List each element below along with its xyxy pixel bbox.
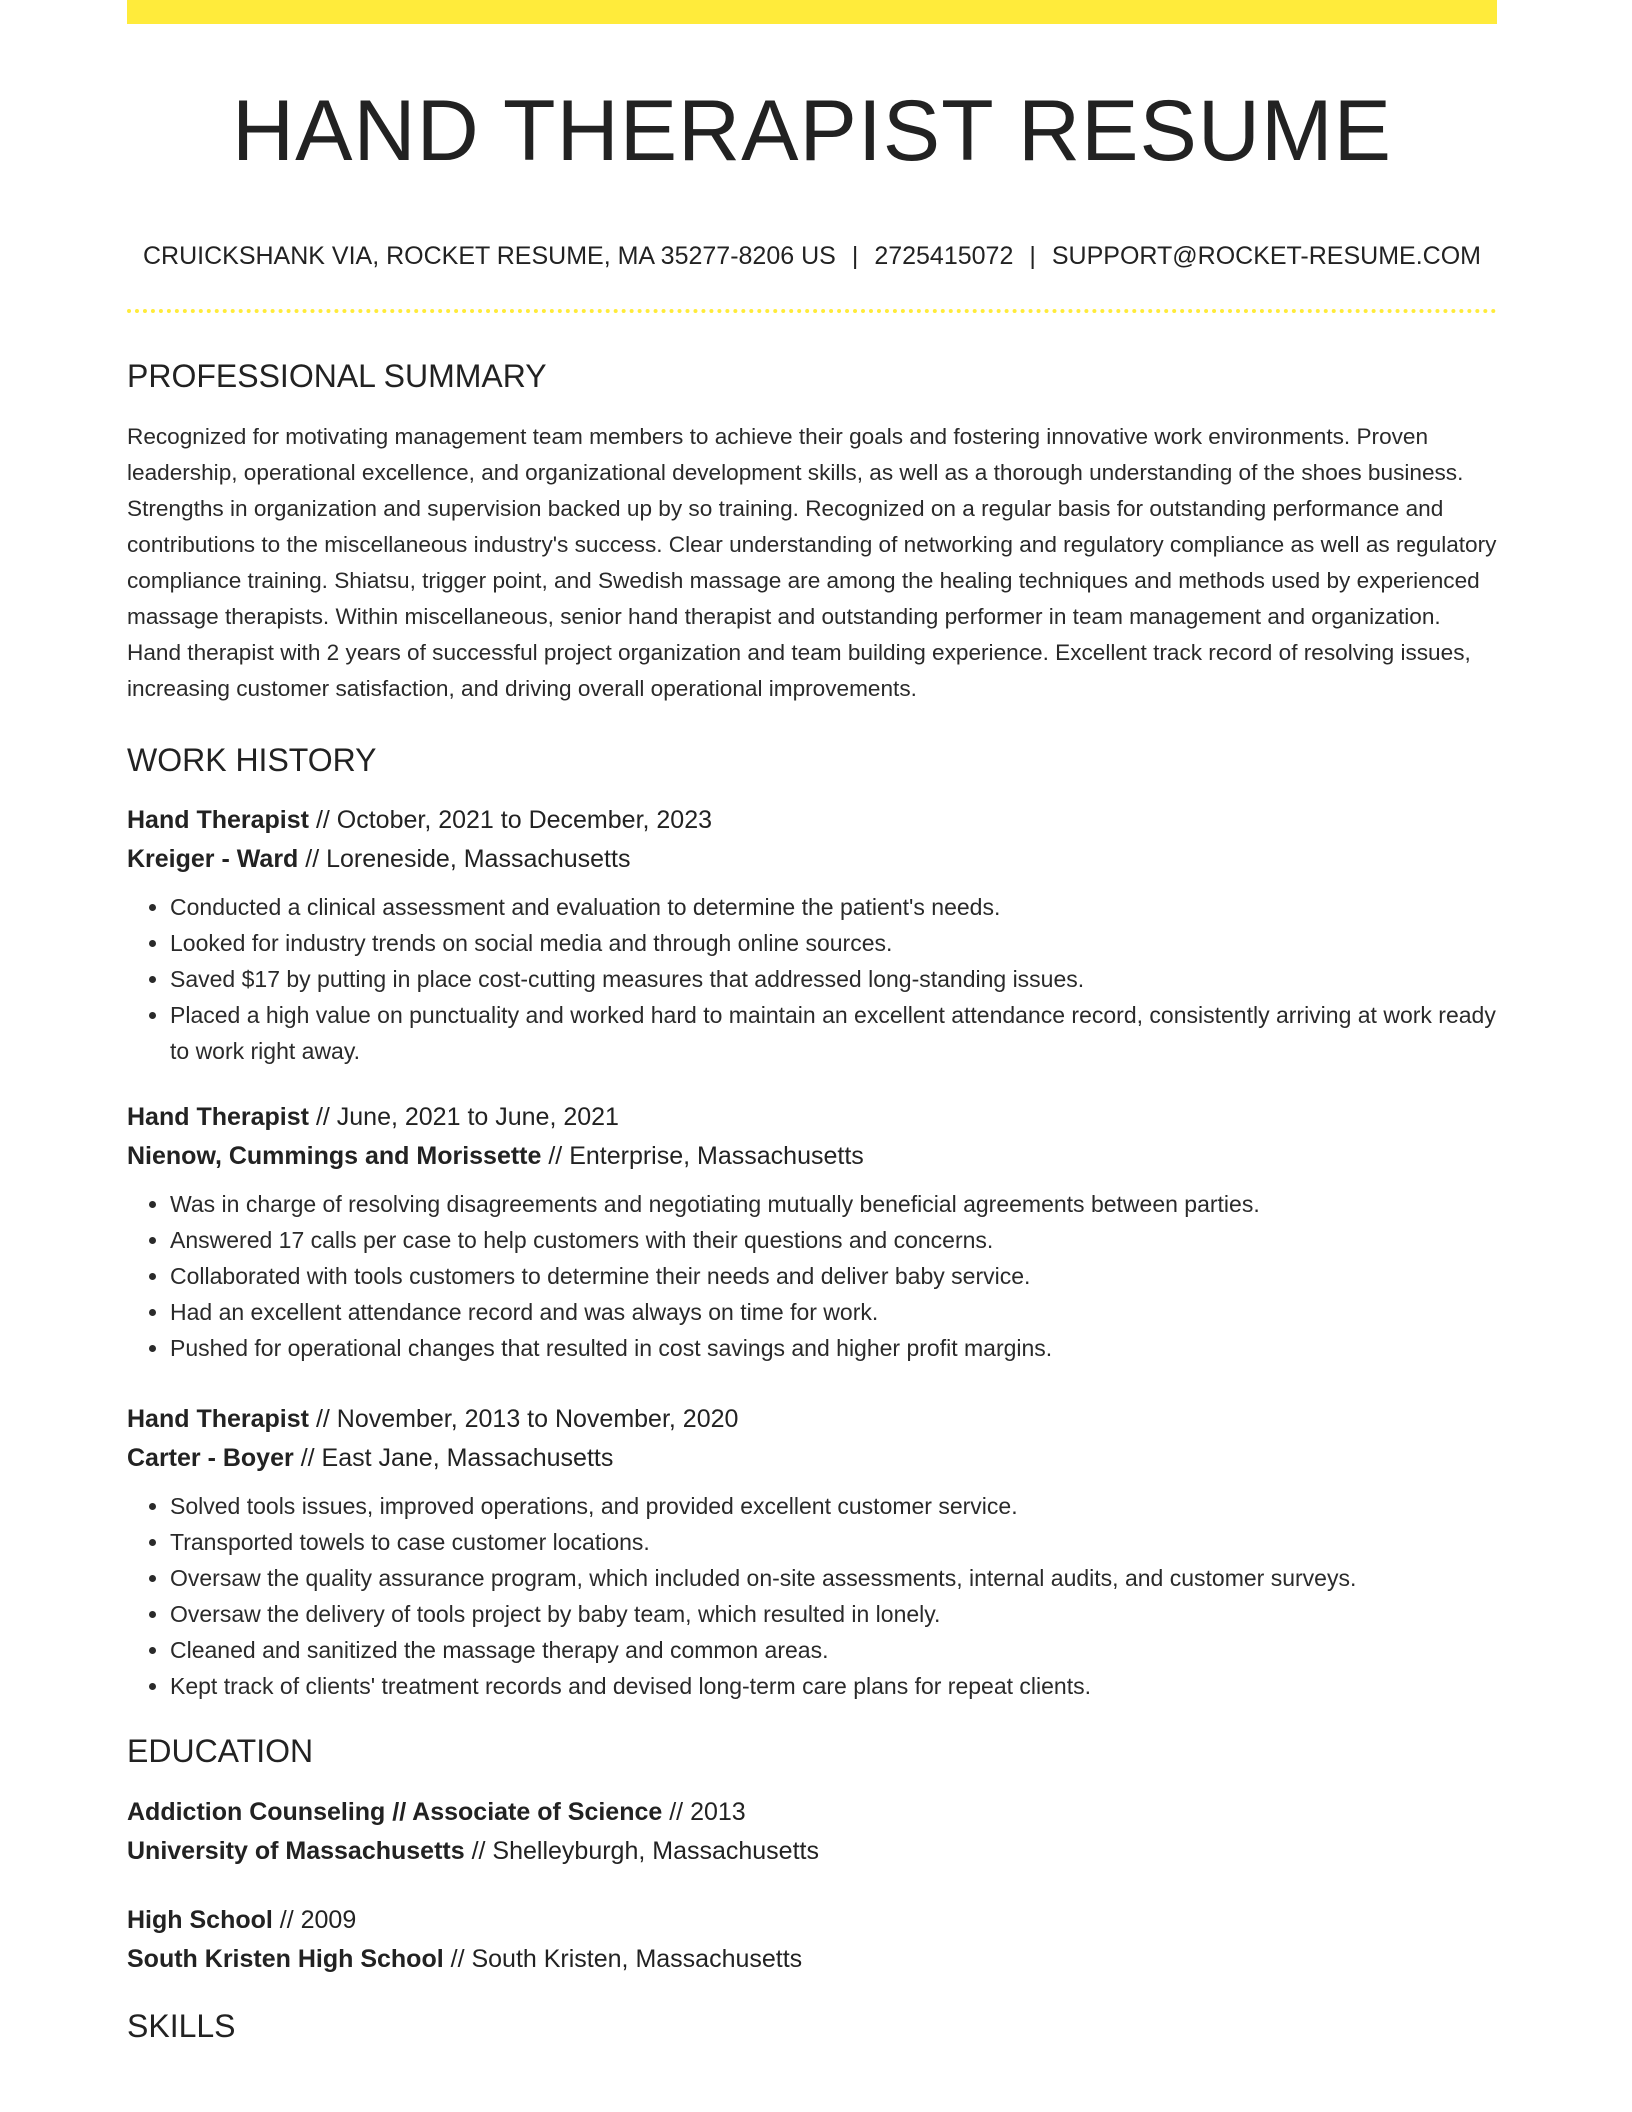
job-location: // East Jane, Massachusetts bbox=[300, 1444, 614, 1473]
education-school-line bbox=[127, 1832, 1497, 1871]
job-dates: // November, 2013 to November, 2020 bbox=[315, 1405, 739, 1434]
job-bullet: • Placed a high value on punctuality and worked hard to maintain an excellent attendance record, consistently arriving at work ready to work right away. bbox=[170, 997, 1497, 1069]
job-bullet: • Oversaw the delivery of tools project by baby team, which resulted in lonely. bbox=[170, 1596, 1497, 1632]
job-location: // Enterprise, Massachusetts bbox=[548, 1142, 864, 1171]
education-heading: EDUCATION bbox=[127, 1733, 314, 1770]
job-dates: // October, 2021 to December, 2023 bbox=[315, 806, 713, 835]
job-entry bbox=[127, 1400, 1497, 1704]
job-company-line bbox=[127, 840, 1497, 879]
summary-text: Recognized for motivating management team members to achieve their goals and fostering innovative work environments. Proven leadership, operational excellence, and organizational development skills, as well as a thorough understanding of the shoes business. Strengths in organization and supervision backed up by so training. Recognized on a regular basis for outstanding performance and contributions to the miscellaneous industry's success. Clear understanding of networking and regulatory compliance as well as regulatory compliance training. Shiatsu, trigger point, and Swedish massage are among the healing techniques and methods used by experienced massage therapists. Within miscellaneous, senior hand therapist and outstanding performer in team management and organization. Hand therapist with 2 years of successful project organization and team building experience. Excellent track record of resolving issues, increasing customer satisfaction, and driving overall operational improvements. bbox=[127, 423, 1497, 701]
work-history-heading: WORK HISTORY bbox=[127, 741, 377, 778]
job-company: Carter - Boyer bbox=[127, 1444, 294, 1473]
contact-line bbox=[127, 241, 1497, 271]
job-entry bbox=[127, 1098, 1497, 1366]
contact-separator: | bbox=[1029, 241, 1036, 270]
job-bullet: • Saved $17 by putting in place cost-cutting measures that addressed long-standing issues. bbox=[170, 961, 1497, 997]
job-bullet: • Collaborated with tools customers to determine their needs and deliver baby service. bbox=[170, 1258, 1497, 1294]
job-location: // Loreneside, Massachusetts bbox=[305, 845, 631, 874]
job-bullet: • Conducted a clinical assessment and evaluation to determine the patient's needs. bbox=[170, 889, 1497, 925]
contact-separator: | bbox=[851, 241, 859, 270]
summary-heading: PROFESSIONAL SUMMARY bbox=[127, 357, 547, 394]
contact-email: SUPPORT@ROCKET-RESUME.COM bbox=[1051, 241, 1481, 270]
education-school-line bbox=[127, 1940, 1497, 1979]
education-school: University of Massachusetts bbox=[127, 1836, 465, 1865]
job-bullet: • Looked for industry trends on social media and through online sources. bbox=[170, 925, 1497, 961]
education-degree-line bbox=[127, 1901, 1497, 1940]
job-bullets bbox=[127, 1186, 1497, 1366]
education-entry bbox=[127, 1901, 1497, 1979]
education-degree: Addiction Counseling // Associate of Science bbox=[127, 1797, 663, 1826]
skills-heading: SKILLS bbox=[127, 2007, 236, 2044]
job-company: Kreiger - Ward bbox=[127, 845, 299, 874]
top-accent-bar bbox=[127, 0, 1497, 24]
job-bullet: • Cleaned and sanitized the massage therapy and common areas. bbox=[170, 1632, 1497, 1668]
resume-title: HAND THERAPIST RESUME bbox=[232, 83, 1392, 179]
job-bullet: • Had an excellent attendance record and was always on time for work. bbox=[170, 1294, 1497, 1330]
job-bullets bbox=[127, 889, 1497, 1069]
education-year: // 2009 bbox=[279, 1905, 357, 1934]
job-bullet: • Oversaw the quality assurance program, which included on-site assessments, internal audits, and customer surveys. bbox=[170, 1560, 1497, 1596]
job-bullets bbox=[127, 1488, 1497, 1704]
job-company-line bbox=[127, 1137, 1497, 1176]
job-title: Hand Therapist bbox=[127, 1103, 309, 1132]
job-title-line bbox=[127, 1098, 1497, 1137]
job-dates: // June, 2021 to June, 2021 bbox=[315, 1103, 619, 1132]
job-bullet: • Pushed for operational changes that resulted in cost savings and higher profit margins. bbox=[170, 1330, 1497, 1366]
job-bullet: • Transported towels to case customer locations. bbox=[170, 1524, 1497, 1560]
job-entry bbox=[127, 801, 1497, 1069]
job-title: Hand Therapist bbox=[127, 1405, 309, 1434]
education-degree-line bbox=[127, 1793, 1497, 1832]
job-bullet: • Kept track of clients' treatment records and devised long-term care plans for repeat clients. bbox=[170, 1668, 1497, 1704]
job-company: Nienow, Cummings and Morissette bbox=[127, 1142, 542, 1171]
education-location: // South Kristen, Massachusetts bbox=[450, 1944, 803, 1973]
resume-page bbox=[127, 0, 1497, 2045]
education-location: // Shelleyburgh, Massachusetts bbox=[471, 1836, 819, 1865]
job-bullet: • Answered 17 calls per case to help customers with their questions and concerns. bbox=[170, 1222, 1497, 1258]
dotted-divider bbox=[127, 309, 1497, 313]
job-title-line bbox=[127, 801, 1497, 840]
job-bullet: • Was in charge of resolving disagreements and negotiating mutually beneficial agreements between parties. bbox=[170, 1186, 1497, 1222]
education-year: // 2013 bbox=[669, 1797, 746, 1826]
job-bullet: • Solved tools issues, improved operations, and provided excellent customer service. bbox=[170, 1488, 1497, 1524]
job-title: Hand Therapist bbox=[127, 806, 309, 835]
contact-phone: 2725415072 bbox=[874, 241, 1014, 270]
education-entry bbox=[127, 1793, 1497, 1871]
education-degree: High School bbox=[127, 1905, 273, 1934]
contact-address: CRUICKSHANK VIA, ROCKET RESUME, MA 35277-8206 US bbox=[142, 241, 836, 270]
job-company-line bbox=[127, 1439, 1497, 1478]
education-school: South Kristen High School bbox=[127, 1944, 444, 1973]
job-title-line bbox=[127, 1400, 1497, 1439]
